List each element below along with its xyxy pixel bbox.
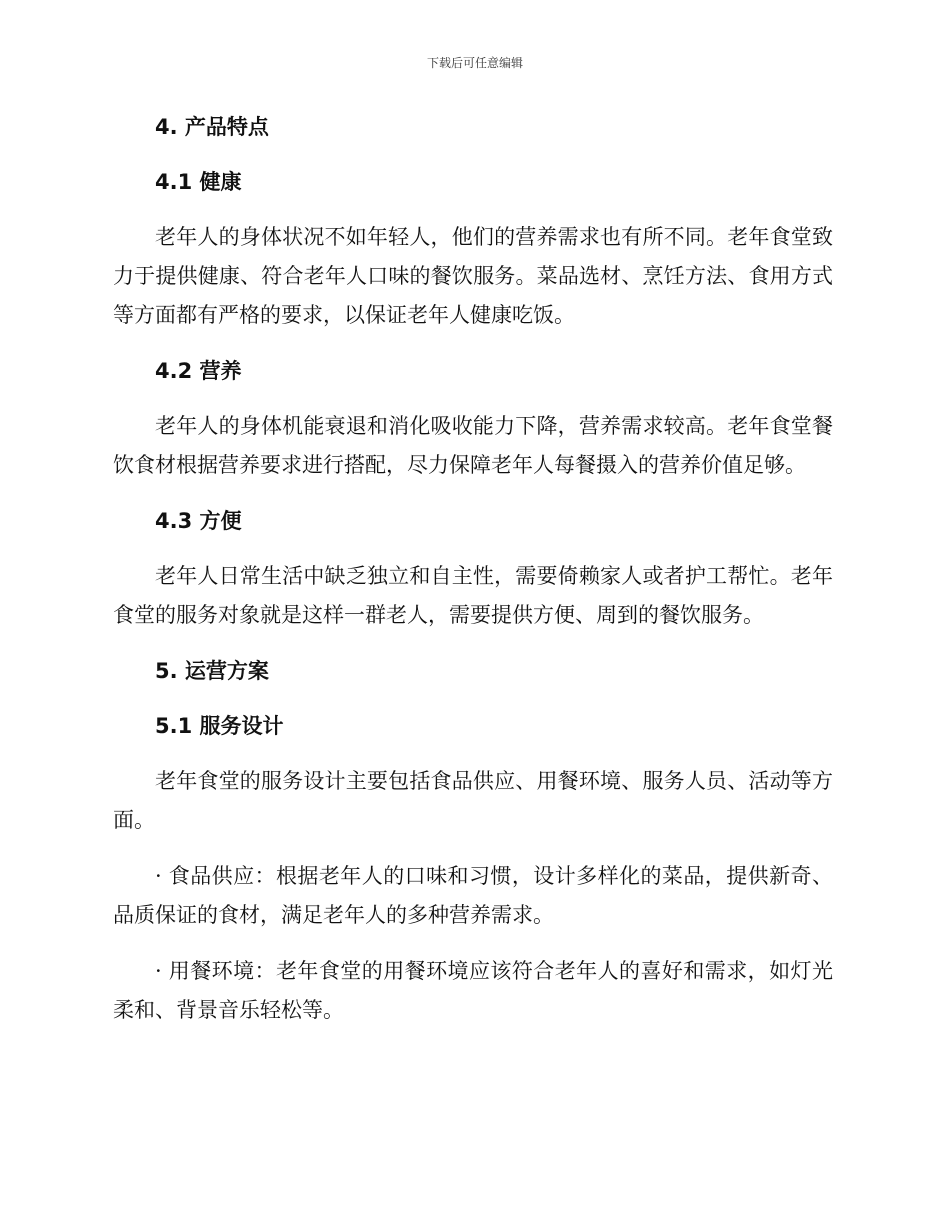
- section-5-1-heading: 5.1 服务设计: [155, 714, 284, 738]
- section-5-heading: 5. 运营方案: [155, 659, 269, 683]
- section-4-2-paragraph: 老年人的身体机能衰退和消化吸收能力下降，营养需求较高。老年食堂餐饮食材根据营养要求进行搭配，尽力保障老年人每餐摄入的营养价值足够。: [113, 414, 833, 477]
- section-4-1-heading: 4.1 健康: [155, 170, 242, 194]
- bullet-dining-environment: · 用餐环境：老年食堂的用餐环境应该符合老年人的喜好和需求，如灯光柔和、背景音乐轻松等。: [113, 959, 833, 1022]
- section-4-heading: 4. 产品特点: [155, 115, 269, 139]
- section-5-1-paragraph: 老年食堂的服务设计主要包括食品供应、用餐环境、服务人员、活动等方面。: [113, 769, 833, 832]
- document-body: [113, 108, 833, 1030]
- section-4-3-heading: 4.3 方便: [155, 509, 242, 533]
- page-header: 下载后可任意编辑: [426, 56, 523, 70]
- bullet-food-supply: · 食品供应：根据老年人的口味和习惯，设计多样化的菜品，提供新奇、品质保证的食材，满足老年人的多种营养需求。: [113, 864, 833, 927]
- section-4-1-paragraph: 老年人的身体状况不如年轻人，他们的营养需求也有所不同。老年食堂致力于提供健康、符合老年人口味的餐饮服务。菜品选材、烹饪方法、食用方式等方面都有严格的要求，以保证老年人健康吃饭。: [113, 225, 833, 327]
- section-4-3-paragraph: 老年人日常生活中缺乏独立和自主性，需要倚赖家人或者护工帮忙。老年食堂的服务对象就是这样一群老人，需要提供方便、周到的餐饮服务。: [113, 564, 833, 627]
- section-4-2-heading: 4.2 营养: [155, 359, 242, 383]
